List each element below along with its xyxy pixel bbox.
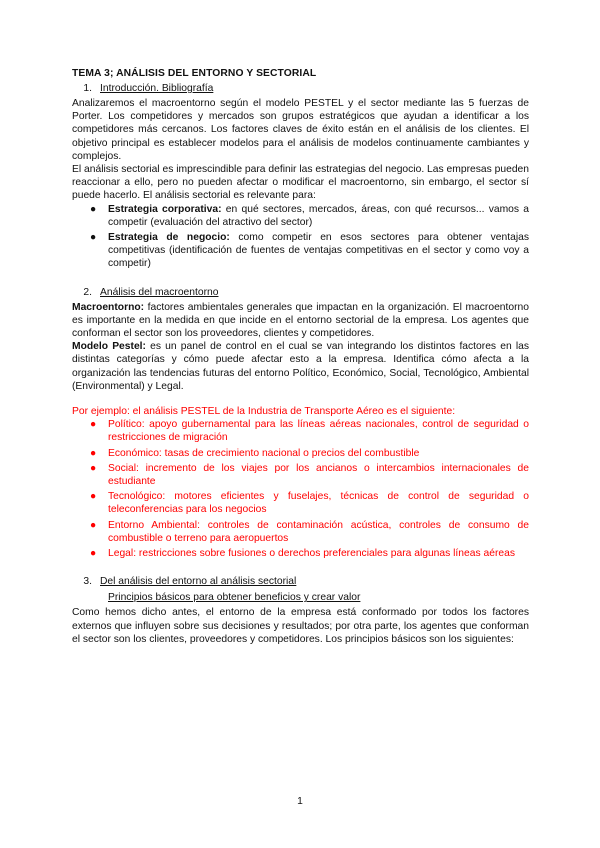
section-3-number: 3. [83, 576, 92, 588]
bullet-icon: ● [90, 519, 97, 531]
list-item [72, 462, 529, 488]
list-item-text: como competir en esos sectores para obtener ventajas competitivas (identificación de fuentes de ventajas competitivas en el sector y como voy a competir) [108, 232, 529, 270]
document-title: TEMA 3; ANÁLISIS DEL ENTORNO Y SECTORIAL [72, 68, 317, 79]
list-item [72, 490, 529, 516]
list-item [72, 231, 529, 271]
macroentorno-term: Macroentorno: [72, 301, 145, 313]
section-1-number: 1. [83, 83, 92, 94]
list-item-bold: Estrategia de negocio: [108, 232, 230, 244]
list-item-text: Tecnológico: motores eficientes y fuselajes, técnicas de control de seguridad o teleconferencias para los negocios [108, 491, 529, 516]
section-2-number: 2. [83, 286, 92, 298]
section-3-paragraph: Como hemos dicho antes, el entorno de la empresa está conformado por todos los factores externos que influyen sobre sus decisiones y resultados; por otra parte, los agentes que conforman el sector son los clientes, proveedores y competidores. Los principios básicos son los siguientes: [72, 607, 529, 645]
list-item-text: Económico: tasas de crecimiento nacional o precios del combustible [108, 447, 420, 459]
bullet-icon: ● [90, 548, 97, 560]
pestel-paragraph [72, 340, 529, 393]
section-1-paragraph-2: El análisis sectorial es imprescindible para definir las estrategias del negocio. Las empresas pueden reaccionar a ello, pero no pueden afectar o modificar el macroentorno, sin embargo, el sector sí puede hacerlo. El análisis sectorial es relevante para: [72, 164, 529, 202]
list-item-text: Político: apoyo gubernamental para las líneas aéreas nacionales, control de seguridad o restricciones de migración [108, 419, 529, 444]
pestel-term: Modelo Pestel: [72, 341, 146, 353]
strategy-list [72, 203, 529, 271]
bullet-icon: ● [90, 462, 97, 474]
list-item [72, 447, 529, 460]
list-item-text: Entorno Ambiental: controles de contaminación acústica, controles de consumo de combustible o terreno para aeropuertos [108, 519, 529, 544]
bullet-icon: ● [90, 491, 97, 503]
section-1-paragraph-1: Analizaremos el macroentorno según el modelo PESTEL y el sector mediante las 5 fuerzas de Porter. Los competidores y mercados son grupos estratégicos que ayudan a identificar a los competidores más cercanos. Los factores claves de éxito están en el análisis de los clientes. El objetivo principal es establecer modelos para el análisis de modelos continuamente cambiantes y complejos. [72, 98, 529, 162]
list-item-bold: Estrategia corporativa: [108, 203, 222, 215]
list-item [72, 203, 529, 229]
section-3-heading [72, 574, 529, 590]
list-item [72, 519, 529, 545]
bullet-icon: ● [90, 447, 97, 459]
page-number: 1 [297, 796, 303, 807]
example-intro: Por ejemplo: el análisis PESTEL de la Industria de Transporte Aéreo es el siguiente: [72, 406, 456, 418]
section-3-subheading [72, 590, 529, 606]
bullet-icon: ● [90, 232, 97, 244]
list-item-text: Social: incremento de los viajes por los ancianos o intercambios internacionales de estudiante [108, 462, 529, 488]
section-1-title: Introducción. Bibliografía [100, 83, 214, 94]
macroentorno-paragraph [72, 301, 529, 341]
section-3-subtitle: Principios básicos para obtener beneficios y crear valor [108, 592, 361, 604]
list-item [72, 418, 529, 444]
pestel-definition: es un panel de control en el cual se van integrando los distintos factores en las distintas categorías y cómo puede afectar esto a la empresa. Identifica cómo afecta a la organización las tendencias futuras del entorno Político, Económico, Social, Tecnológico, Ambiental (Environmental) y Legal. [72, 341, 529, 392]
list-item-text: Legal: restricciones sobre fusiones o derechos preferenciales para algunas líneas aéreas [108, 548, 515, 560]
section-1-heading [72, 81, 529, 97]
section-2-heading [72, 285, 529, 301]
list-item [72, 547, 529, 560]
document-page [72, 68, 529, 646]
macroentorno-definition: factores ambientales generales que impactan en la organización. El macroentorno es importante en la medida en que incide en el entorno sectorial de la empresa. Los agentes que conforman el sector son los proveedores, clientes y competidores. [72, 301, 529, 340]
section-2-title: Análisis del macroentorno [100, 286, 219, 298]
bullet-icon: ● [90, 419, 97, 431]
list-item-text: en qué sectores, mercados, áreas, con qué recursos... vamos a competir (evaluación del atractivo del sector) [108, 203, 529, 228]
bullet-icon: ● [90, 203, 97, 215]
section-3-title: Del análisis del entorno al análisis sectorial [100, 576, 297, 588]
pestel-example-list [72, 418, 529, 560]
